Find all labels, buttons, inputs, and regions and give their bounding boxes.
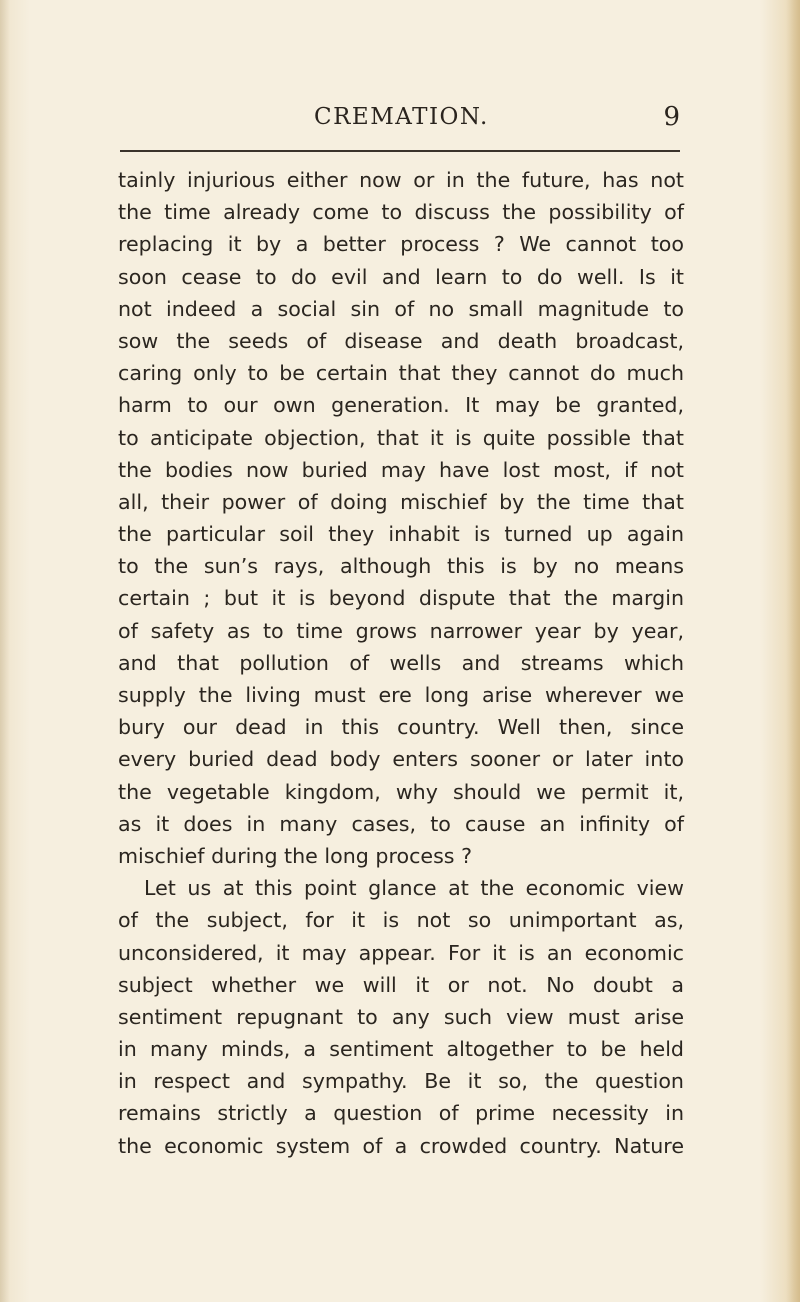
running-head-title: CREMATION.	[314, 104, 489, 130]
text-line: certain ; but it is beyond dispute that the margin	[118, 586, 684, 611]
text-line: the time already come to discuss the possibility of	[118, 200, 684, 225]
text-line: the particular soil they inhabit is turned up again	[118, 522, 684, 547]
text-line: bury our dead in this country. Well then, since	[118, 715, 684, 740]
page-edge	[786, 0, 800, 1302]
text-line: every buried dead body enters sooner or later into	[118, 747, 684, 772]
text-line: unconsidered, it may appear. For it is an economic	[118, 940, 684, 965]
text-line: replacing it by a better process ? We cannot too	[118, 232, 684, 257]
text-line: of safety as to time grows narrower year by year,	[118, 618, 684, 643]
page-number: 9	[663, 102, 680, 132]
text-line: as it does in many cases, to cause an infinity of	[118, 811, 684, 836]
text-line: caring only to be certain that they cannot do much	[118, 361, 684, 386]
text-line: all, their power of doing mischief by the time that	[118, 489, 684, 514]
text-line: sow the seeds of disease and death broadcast,	[118, 328, 684, 353]
text-line: not indeed a social sin of no small magnitude to	[118, 296, 684, 321]
text-line: remains strictly a question of prime necessity in	[118, 1101, 684, 1126]
text-line: soon cease to do evil and learn to do well. Is it	[118, 264, 684, 289]
text-line: sentiment repugnant to any such view must arise	[118, 1004, 684, 1029]
running-head	[118, 100, 680, 136]
body-text	[118, 164, 684, 1162]
gutter-shadow	[0, 0, 10, 1302]
text-line: to anticipate objection, that it is quite possible that	[118, 425, 684, 450]
text-line: to the sun’s rays, although this is by no means	[118, 554, 684, 579]
text-line: the economic system of a crowded country. Nature	[118, 1133, 684, 1158]
text-line: Let us at this point glance at the economic view	[144, 876, 684, 901]
text-line: mischief during the long process ?	[118, 843, 473, 868]
text-line: of the subject, for it is not so unimportant as,	[118, 908, 684, 933]
text-line: tainly injurious either now or in the future, has not	[118, 168, 684, 192]
text-line: supply the living must ere long arise wherever we	[118, 683, 684, 707]
text-line: harm to our own generation. It may be granted,	[118, 393, 684, 418]
text-line: and that pollution of wells and streams which	[118, 650, 684, 675]
text-line: in many minds, a sentiment altogether to be held	[118, 1037, 684, 1062]
text-line: the vegetable kingdom, why should we permit it,	[118, 779, 684, 804]
text-line: subject whether we will it or not. No doubt a	[118, 972, 684, 997]
text-line: in respect and sympathy. Be it so, the question	[118, 1069, 684, 1094]
text-line: the bodies now buried may have lost most, if not	[118, 457, 684, 482]
header-rule	[120, 150, 680, 152]
